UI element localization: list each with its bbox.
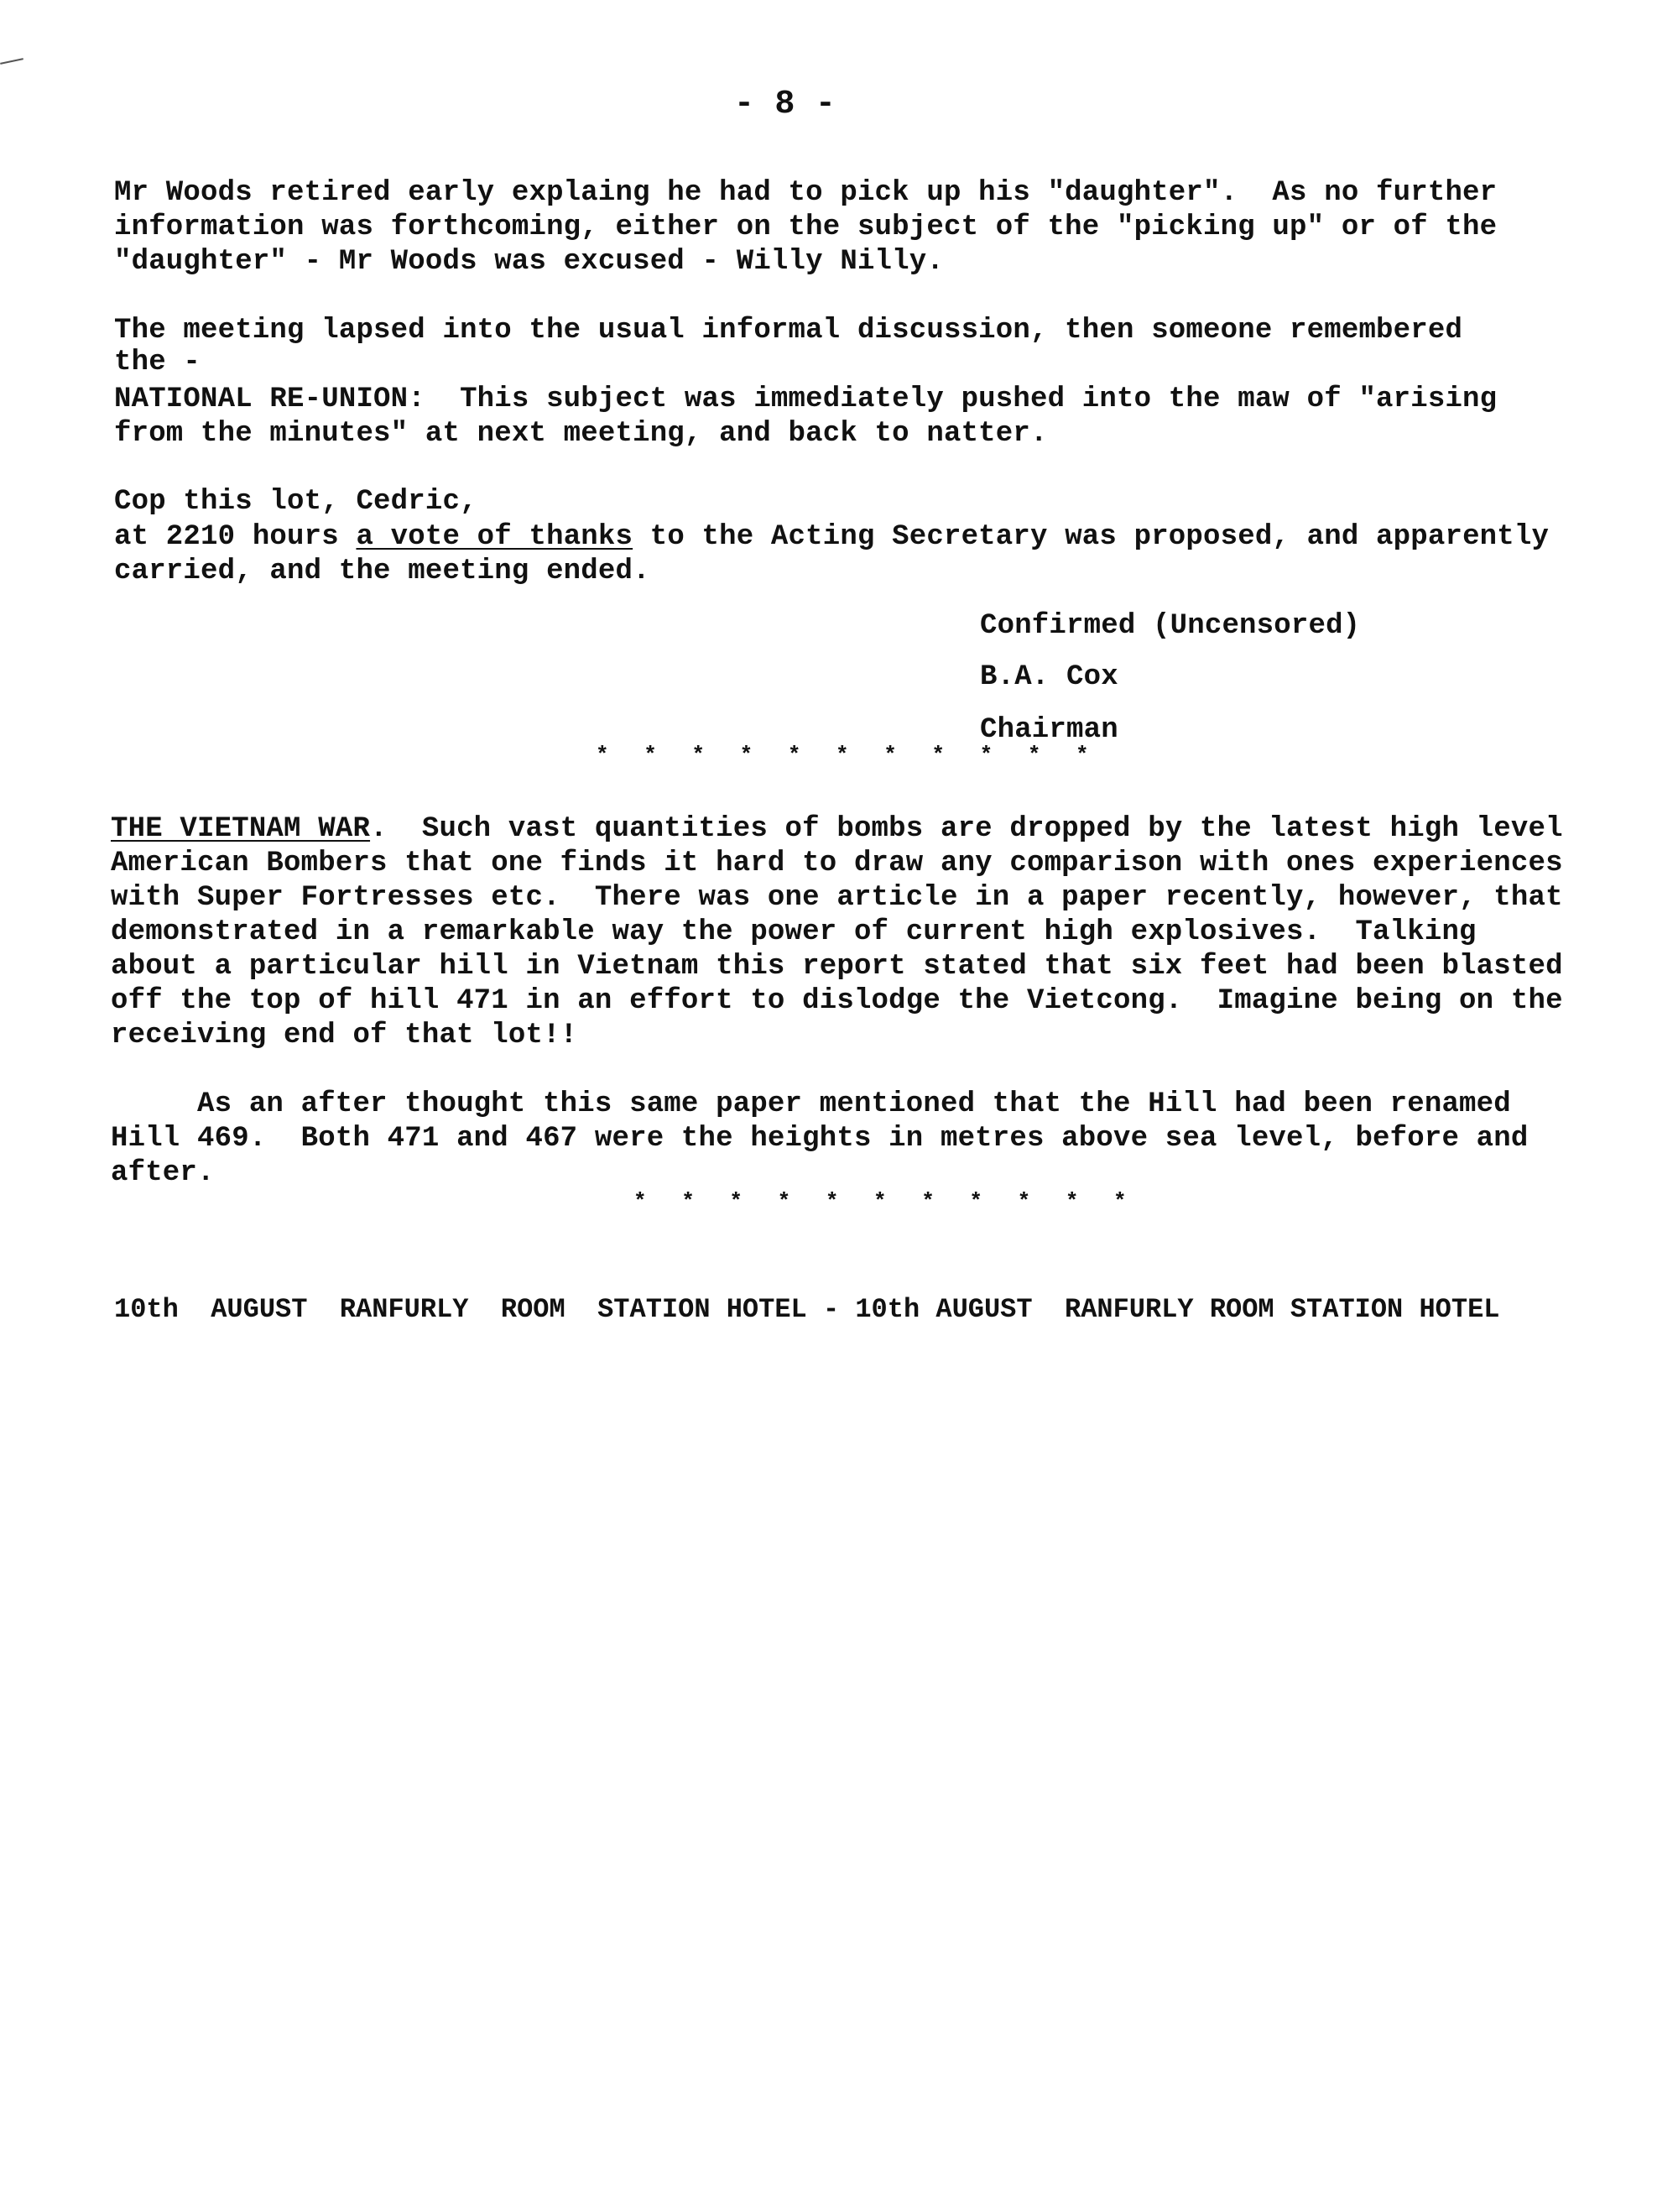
divider-stars: * * * * * * * * * * * xyxy=(633,1189,1138,1214)
para2-line: from the minutes" at next meeting, and back to natter. xyxy=(114,418,1048,450)
footer-banner: 10th AUGUST RANFURLY ROOM STATION HOTEL - 10th AUGUST RANFURLY ROOM STATION HOTEL xyxy=(114,1294,1500,1325)
para3-text: to the Acting Secretary was proposed, and apparently xyxy=(633,521,1550,553)
afterthought-line: As an after thought this same paper mentioned that the Hill had been renamed xyxy=(111,1088,1511,1120)
vietnam-line xyxy=(111,812,1563,847)
para3-text: at 2210 hours xyxy=(114,521,357,553)
para1-line: Mr Woods retired early explaing he had to pick up his "daughter". As no further xyxy=(114,177,1498,209)
vietnam-line: demonstrated in a remarkable way the power of current high explosives. Talking xyxy=(111,916,1477,948)
para1-line: information was forthcoming, either on the subject of the "picking up" or of the xyxy=(114,211,1498,243)
scan-mark xyxy=(0,58,23,65)
para2-line: NATIONAL RE-UNION: This subject was immediately pushed into the maw of "arising xyxy=(114,383,1498,415)
signature-title: Chairman xyxy=(980,714,1118,746)
para1-line: "daughter" - Mr Woods was excused - Willy Nilly. xyxy=(114,246,944,278)
vietnam-line: American Bombers that one finds it hard to draw any comparison with ones experiences xyxy=(111,848,1563,879)
vietnam-line: with Super Fortresses etc. There was one article in a paper recently, however, that xyxy=(111,882,1563,914)
para3-line xyxy=(114,520,1549,555)
vietnam-line: receiving end of that lot!! xyxy=(111,1020,578,1051)
vietnam-line: about a particular hill in Vietnam this report stated that six feet had been blasted xyxy=(111,951,1563,983)
para2-line: the - xyxy=(114,347,201,378)
afterthought-line: after. xyxy=(111,1157,215,1189)
divider-stars: * * * * * * * * * * * xyxy=(596,743,1100,768)
afterthought-line: Hill 469. Both 471 and 467 were the heights in metres above sea level, before and xyxy=(111,1123,1529,1155)
signature-confirmed: Confirmed (Uncensored) xyxy=(980,610,1361,642)
para3-line: Cop this lot, Cedric, xyxy=(114,486,477,518)
para2-line: The meeting lapsed into the usual informal discussion, then someone remembered xyxy=(114,315,1463,347)
page-number: - 8 - xyxy=(734,86,836,123)
vote-of-thanks-underlined: a vote of thanks xyxy=(356,521,633,553)
vietnam-text: . Such vast quantities of bombs are dropped by the latest high level xyxy=(370,813,1563,845)
vietnam-heading: THE VIETNAM WAR xyxy=(111,813,371,845)
vietnam-line: off the top of hill 471 in an effort to dislodge the Vietcong. Imagine being on the xyxy=(111,985,1563,1017)
para3-line: carried, and the meeting ended. xyxy=(114,556,650,587)
signature-name: B.A. Cox xyxy=(980,661,1118,693)
